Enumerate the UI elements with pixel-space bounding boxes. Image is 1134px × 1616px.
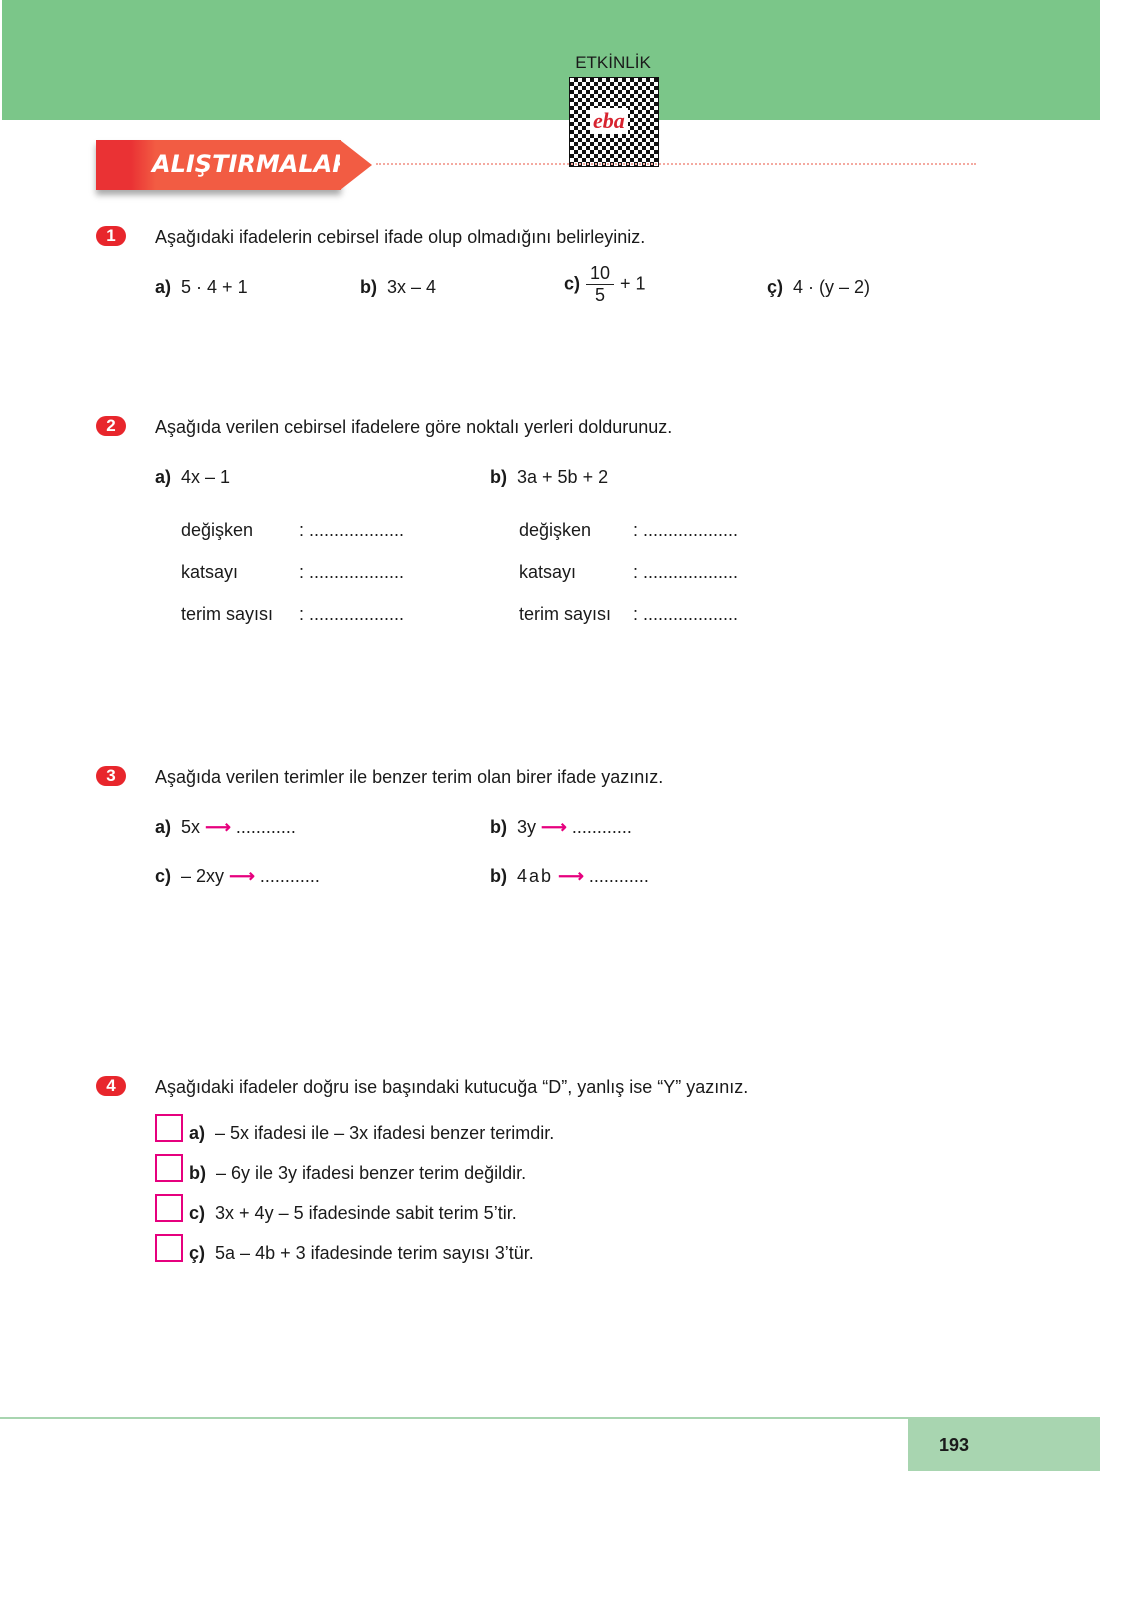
q4-item: ç) 5a – 4b + 3 ifadesinde terim sayısı 3’tür. xyxy=(189,1243,534,1263)
blank-field[interactable]: : ................... xyxy=(633,520,739,540)
blank-field[interactable]: : ................... xyxy=(633,604,739,624)
banner-arrow xyxy=(340,140,372,190)
banner-title: ALIŞTIRMALAR xyxy=(152,150,351,178)
etkinlik-label: ETKİNLİK xyxy=(575,53,651,72)
arrow-right-icon: ⟶ xyxy=(205,817,231,837)
header-band xyxy=(2,0,1100,120)
q3-item: c) – 2xy ⟶ ............ xyxy=(155,866,320,886)
question-number: 4 xyxy=(96,1076,126,1096)
blank-field[interactable]: : ................... xyxy=(633,562,739,582)
arrow-right-icon: ⟶ xyxy=(229,866,255,886)
q2-a-rows: değişken : ................... katsayı : ................... terim sayısı : ................... xyxy=(181,520,405,624)
answer-checkbox[interactable] xyxy=(155,1154,183,1182)
answer-checkbox[interactable] xyxy=(155,1234,183,1262)
arrow-right-icon: ⟶ xyxy=(541,817,567,837)
q1-item-c: c) $\frac{10}{5}$ + 1 xyxy=(564,263,646,305)
blank-field[interactable]: ............ xyxy=(571,817,632,837)
question-number: 3 xyxy=(96,766,126,786)
q2-b-rows: değişken : ................... katsayı : ................... terim sayısı : ................... xyxy=(519,520,739,624)
q3-item: a) 5x ⟶ ............ xyxy=(155,817,296,837)
question-number: 1 xyxy=(96,226,126,246)
page-number-box xyxy=(908,1418,1100,1471)
qr-code[interactable] xyxy=(569,77,659,167)
question-text: Aşağıda verilen terimler ile benzer terim olan birer ifade yazınız. xyxy=(155,767,664,787)
question-text: Aşağıda verilen cebirsel ifadelere göre noktalı yerleri doldurunuz. xyxy=(155,417,673,437)
q4-item: c) 3x + 4y – 5 ifadesinde sabit terim 5’tir. xyxy=(189,1203,517,1223)
answer-checkbox[interactable] xyxy=(155,1194,183,1222)
q3-item: b) 4ab ⟶ ............ xyxy=(490,866,649,886)
dotted-divider xyxy=(376,163,976,165)
blank-field[interactable]: ............ xyxy=(588,866,649,886)
blank-field[interactable]: ............ xyxy=(259,866,320,886)
blank-field[interactable]: ............ xyxy=(235,817,296,837)
q2-item-b: b) 3a + 5b + 2 xyxy=(490,467,609,487)
question-text: Aşağıdaki ifadeler doğru ise başındaki kutucuğa “D”, yanlış ise “Y” yazınız. xyxy=(155,1077,749,1097)
q3-item: b) 3y ⟶ ............ xyxy=(490,817,632,837)
section-banner xyxy=(96,140,351,190)
q2-item-a: a) 4x – 1 xyxy=(155,467,231,487)
question-number: 2 xyxy=(96,416,126,436)
blank-field[interactable]: : ................... xyxy=(299,562,405,582)
fraction: $\frac{10}{5}$ xyxy=(586,263,614,306)
page-number: 193 xyxy=(939,1435,970,1455)
blank-field[interactable]: : ................... xyxy=(299,604,405,624)
blank-field[interactable]: : ................... xyxy=(299,520,405,540)
eba-logo: eba xyxy=(590,108,628,134)
question-text: Aşağıdaki ifadelerin cebirsel ifade olup olmadığını belirleyiniz. xyxy=(155,227,646,247)
answer-checkbox[interactable] xyxy=(155,1114,183,1142)
q1-item-d: ç) 4 · (y – 2) xyxy=(767,277,871,297)
arrow-right-icon: ⟶ xyxy=(558,866,584,886)
q4-item: b) – 6y ile 3y ifadesi benzer terim değildir. xyxy=(189,1163,527,1183)
q1-item-b: b) 3x – 4 xyxy=(360,277,437,297)
q1-item-a: a) 5 · 4 + 1 xyxy=(155,277,248,297)
q4-item: a) – 5x ifadesi ile – 3x ifadesi benzer terimdir. xyxy=(189,1123,555,1143)
